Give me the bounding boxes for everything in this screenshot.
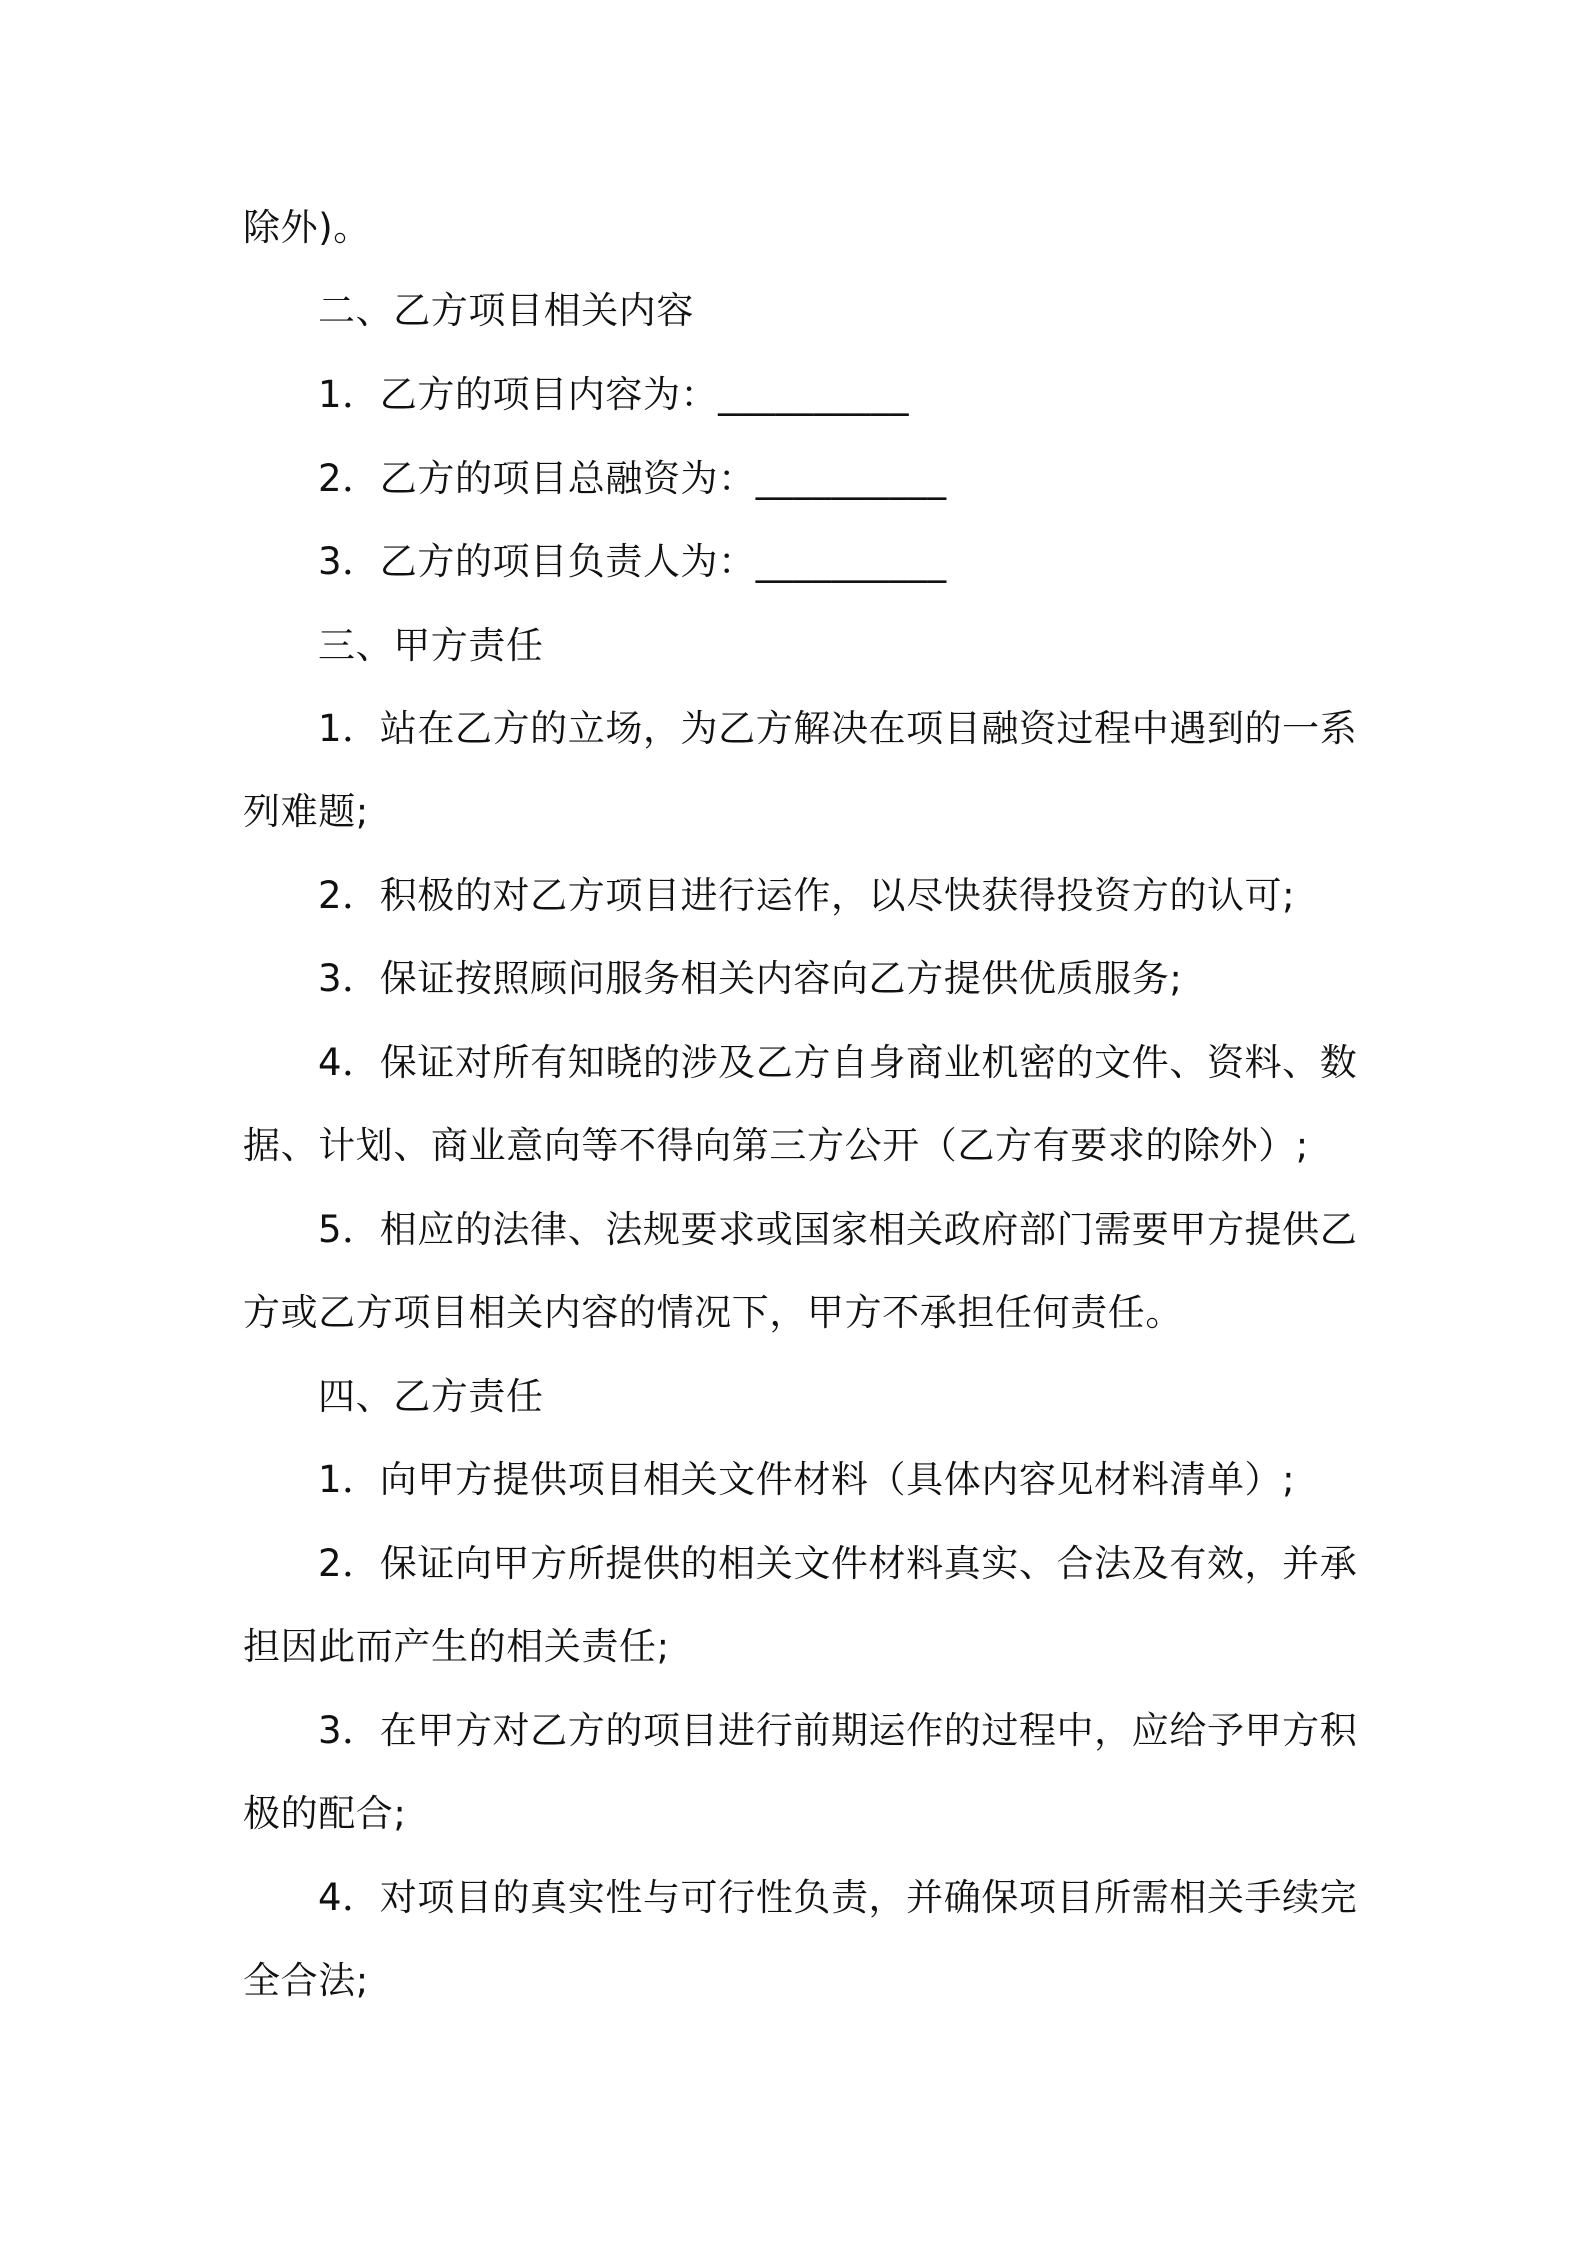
section-heading: 三、甲方责任 [318,624,544,667]
list-item: 3．保证按照顾问服务相关内容向乙方提供优质服务; [318,957,1183,1000]
text-line: 方或乙方项目相关内容的情况下，甲方不承担任何责任。 [243,1291,1183,1334]
list-item: 2．乙方的项目总融资为：__________ [318,457,947,500]
text-line: 据、计划、商业意向等不得向第三方公开（乙方有要求的除外）; [243,1124,1309,1167]
section-heading: 四、乙方责任 [318,1375,544,1418]
text-line: 担因此而产生的相关责任; [243,1625,670,1668]
list-item: 5．相应的法律、法规要求或国家相关政府部门需要甲方提供乙 [318,1208,1358,1251]
list-item: 2．保证向甲方所提供的相关文件材料真实、合法及有效，并承 [318,1542,1358,1585]
list-item: 3．乙方的项目负责人为：__________ [318,540,947,583]
section-heading: 二、乙方项目相关内容 [318,289,694,332]
list-item: 1．乙方的项目内容为：__________ [318,373,910,416]
text-line: 列难题; [243,790,369,833]
text-line: 全合法; [243,1959,369,2002]
list-item: 4．保证对所有知晓的涉及乙方自身商业机密的文件、资料、数 [318,1041,1358,1084]
list-item: 3．在甲方对乙方的项目进行前期运作的过程中，应给予甲方积 [318,1709,1358,1752]
text-line: 极的配合; [243,1792,407,1835]
list-item: 2．积极的对乙方项目进行运作，以尽快获得投资方的认可; [318,874,1296,917]
text-line: 除外)。 [243,206,371,249]
list-item: 1．向甲方提供项目相关文件材料（具体内容见材料清单）; [318,1458,1296,1501]
list-item: 1．站在乙方的立场，为乙方解决在项目融资过程中遇到的一系 [318,707,1358,750]
list-item: 4．对项目的真实性与可行性负责，并确保项目所需相关手续完 [318,1876,1358,1919]
